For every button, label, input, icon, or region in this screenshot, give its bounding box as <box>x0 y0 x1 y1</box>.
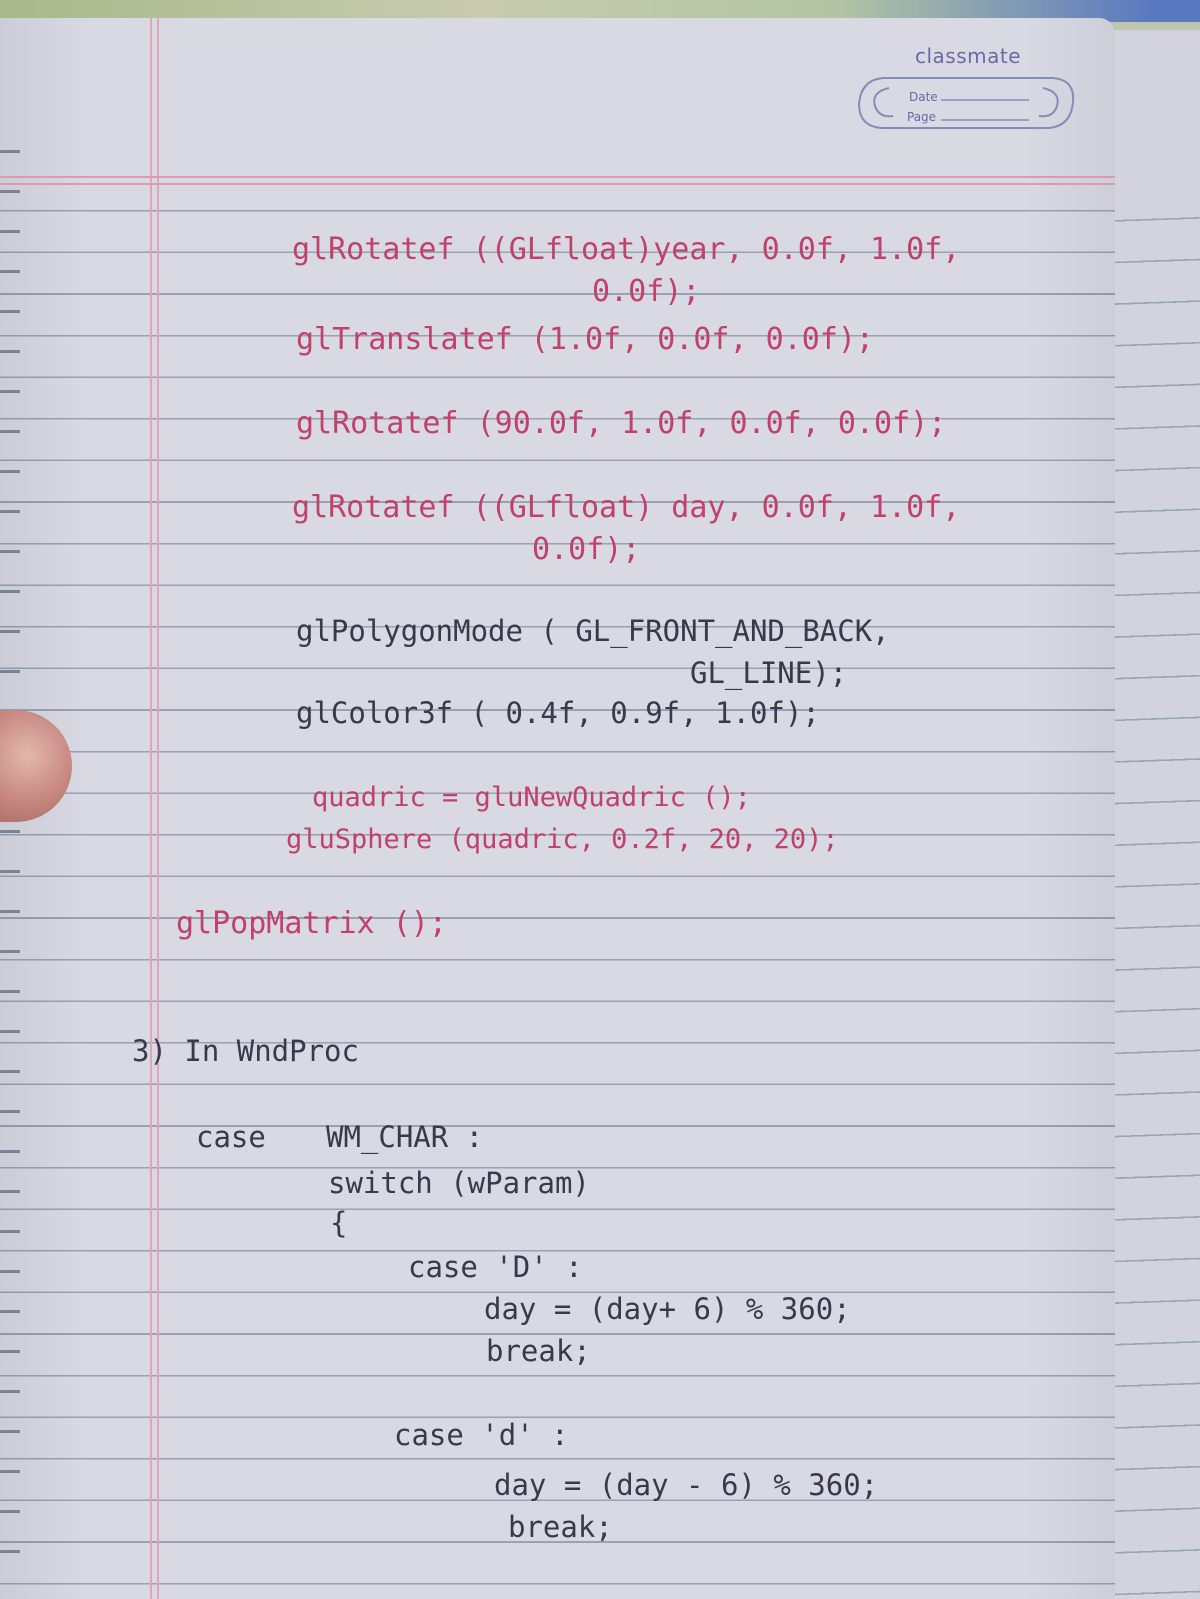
binding-mark <box>0 1150 20 1153</box>
code-line: glRotatef (90.0f, 1.0f, 0.0f, 0.0f); <box>296 406 947 441</box>
code-line: 0.0f); <box>532 532 641 567</box>
binding-mark <box>0 1350 20 1353</box>
binding-mark <box>0 270 20 273</box>
code-line: day = (day+ 6) % 360; <box>484 1292 851 1326</box>
binding-mark <box>0 1310 20 1313</box>
code-line: switch (wParam) <box>328 1166 590 1200</box>
code-line: case 'D' : <box>408 1250 583 1284</box>
margin-line <box>157 18 159 1599</box>
scroll-frame-icon <box>853 70 1077 134</box>
binding-mark <box>0 150 20 153</box>
code-line: gluSphere (quadric, 0.2f, 20, 20); <box>286 824 839 855</box>
binding-mark <box>0 1110 20 1113</box>
next-page-edge <box>1115 30 1200 1599</box>
code-line: glRotatef ((GLfloat) day, 0.0f, 1.0f, <box>292 490 961 525</box>
code-line: glTranslatef (1.0f, 0.0f, 0.0f); <box>296 322 874 357</box>
binding-mark <box>0 1070 20 1073</box>
code-line: 0.0f); <box>592 274 701 309</box>
code-line: glRotatef ((GLfloat)year, 0.0f, 1.0f, <box>292 232 961 267</box>
code-line: break; <box>508 1510 613 1544</box>
binding-mark <box>0 1430 20 1433</box>
code-line: glPopMatrix (); <box>176 906 447 941</box>
binding-mark <box>0 350 20 353</box>
header-rule <box>0 176 1115 178</box>
binding-mark <box>0 590 20 593</box>
binding-mark <box>0 870 20 873</box>
page-label: Page <box>907 110 937 124</box>
brand-logo: classmate <box>915 44 1022 68</box>
binding-mark <box>0 830 20 833</box>
code-line: day = (day - 6) % 360; <box>494 1468 879 1502</box>
code-line: WM_CHAR : <box>326 1120 484 1154</box>
binding-mark <box>0 550 20 553</box>
binding-holes <box>0 150 22 1590</box>
binding-mark <box>0 470 20 473</box>
code-line: break; <box>486 1334 591 1368</box>
binding-mark <box>0 390 20 393</box>
binding-mark <box>0 1270 20 1273</box>
binding-mark <box>0 1470 20 1473</box>
code-line: glColor3f ( 0.4f, 0.9f, 1.0f); <box>296 696 820 730</box>
margin-line <box>150 18 152 1599</box>
code-line: quadric = gluNewQuadric (); <box>312 782 751 813</box>
code-line: GL_LINE); <box>690 656 848 690</box>
binding-mark <box>0 630 20 633</box>
binding-mark <box>0 430 20 433</box>
code-line: glPolygonMode ( GL_FRONT_AND_BACK, <box>296 614 890 648</box>
binding-mark <box>0 1190 20 1193</box>
binding-mark <box>0 230 20 233</box>
binding-mark <box>0 1510 20 1513</box>
date-label: Date <box>909 90 938 104</box>
binding-mark <box>0 1030 20 1033</box>
section-heading: 3) In WndProc <box>132 1034 359 1068</box>
binding-mark <box>0 1390 20 1393</box>
date-page-box <box>853 70 1077 134</box>
binding-mark <box>0 910 20 913</box>
header-rule <box>0 183 1115 185</box>
binding-mark <box>0 950 20 953</box>
binding-mark <box>0 190 20 193</box>
binding-mark <box>0 990 20 993</box>
binding-mark <box>0 1550 20 1553</box>
code-line: { <box>330 1206 348 1240</box>
binding-mark <box>0 670 20 673</box>
binding-mark <box>0 510 20 513</box>
binding-mark <box>0 310 20 313</box>
binding-mark <box>0 1230 20 1233</box>
code-line: case 'd' : <box>394 1418 569 1452</box>
code-line: case <box>196 1120 266 1154</box>
